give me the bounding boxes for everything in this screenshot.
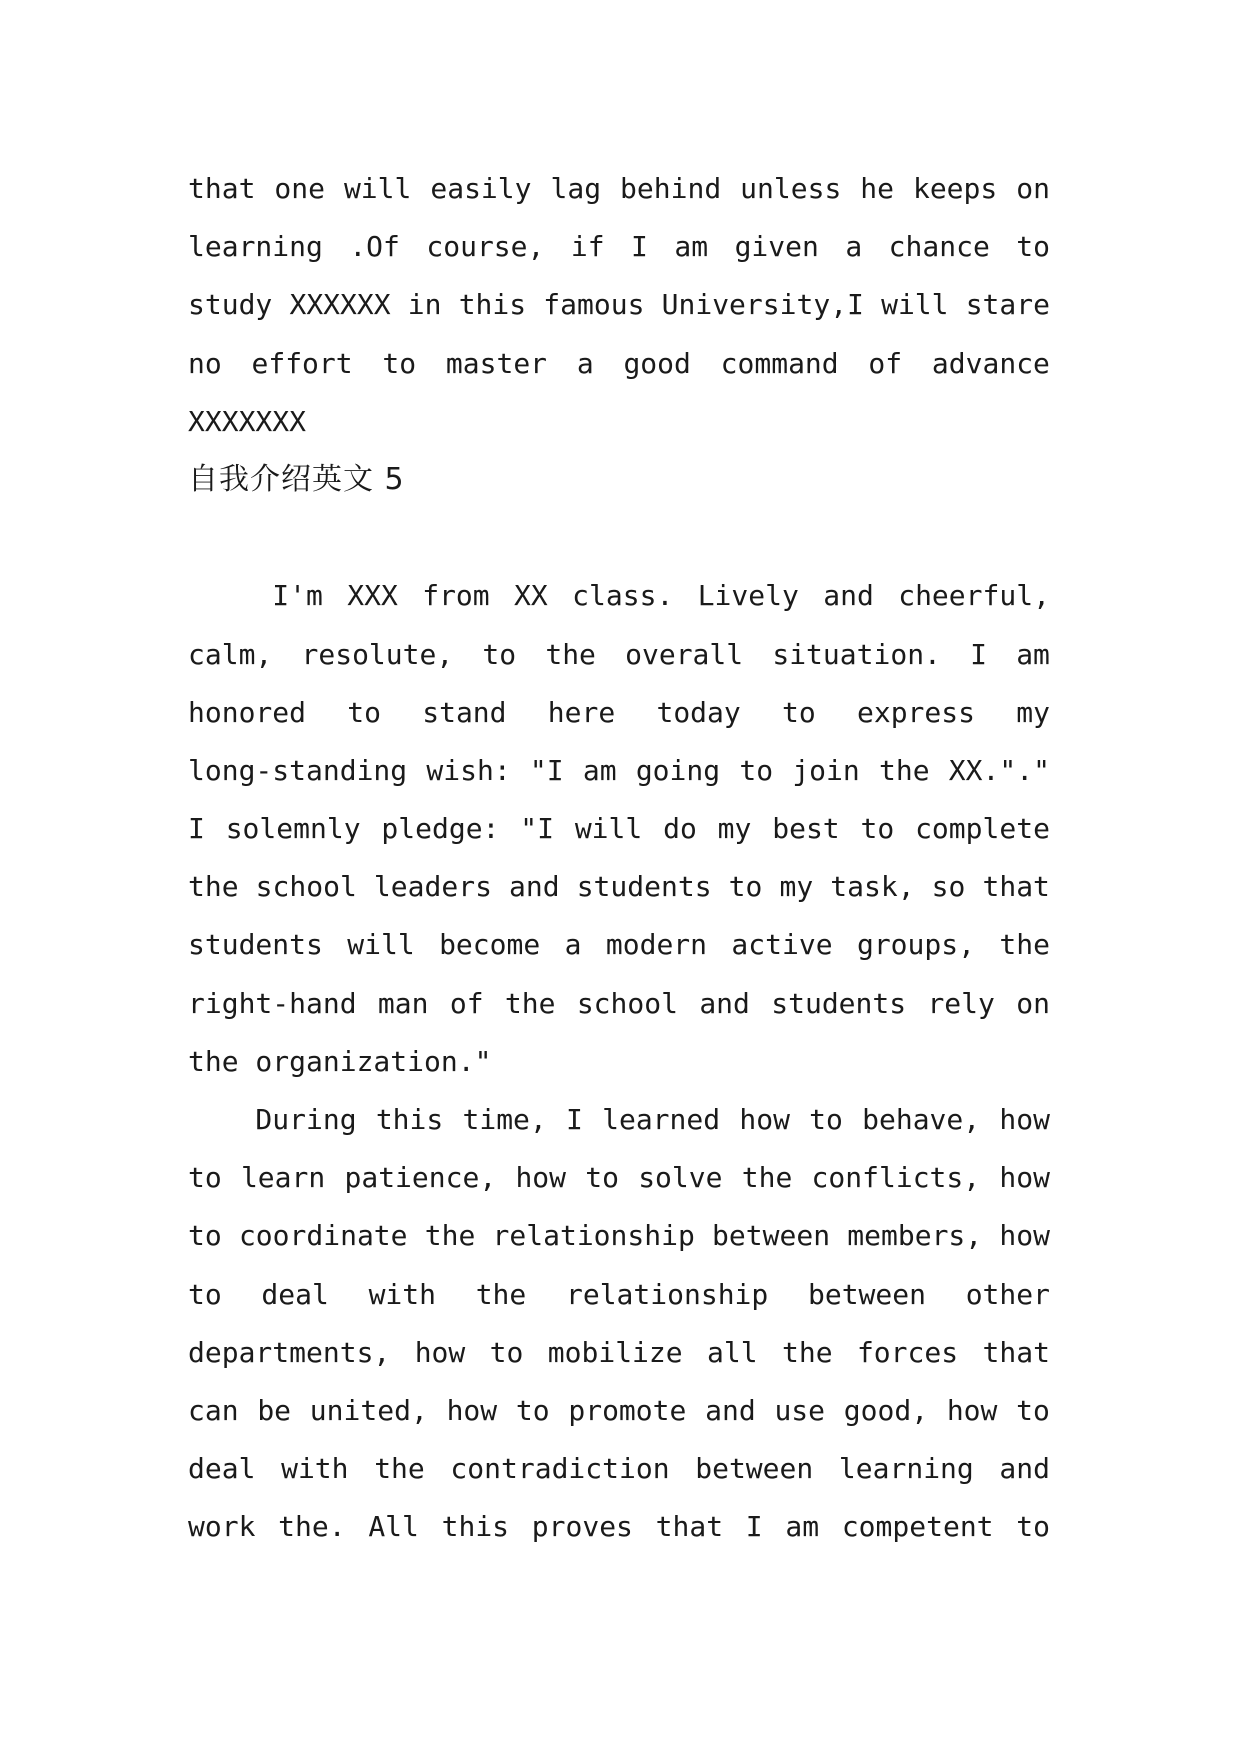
word: behave, [862, 1103, 981, 1136]
word: between [807, 1277, 926, 1311]
word: how [515, 1161, 567, 1195]
word: course, [426, 230, 545, 264]
text-line [188, 1207, 1050, 1265]
word: to [728, 870, 763, 904]
word: solve [638, 1161, 723, 1195]
word: to [1016, 1510, 1050, 1544]
word: members, [847, 1219, 983, 1253]
word: the. [278, 1510, 346, 1544]
word: given [734, 230, 819, 264]
word: a [845, 230, 863, 264]
word: to [188, 1161, 222, 1195]
word: advance [931, 346, 1050, 380]
word: am [582, 753, 617, 787]
word: to [188, 1277, 222, 1311]
text-line [188, 626, 1050, 684]
word: Lively [697, 579, 799, 613]
word: how [739, 1103, 790, 1136]
word: a [564, 928, 582, 962]
word: to [1016, 1393, 1050, 1427]
word: am [674, 230, 709, 264]
word: good [623, 346, 691, 380]
word: the [781, 1335, 833, 1369]
word: master [445, 346, 548, 380]
word: chance [888, 230, 990, 264]
word: mobilize [547, 1335, 683, 1369]
word: express [856, 695, 975, 729]
word: unless [740, 172, 842, 205]
word: to [188, 1219, 222, 1253]
word: wish: [426, 753, 511, 787]
word: pledge: [381, 812, 500, 846]
word: on [1016, 986, 1050, 1020]
text-line: XXXXXXX [188, 404, 307, 438]
word: I [970, 637, 987, 671]
word: with [368, 1277, 436, 1311]
word: calm, [188, 637, 273, 671]
text-line [188, 916, 1050, 974]
text-line [188, 858, 1050, 916]
text-line [188, 1091, 1050, 1149]
word: work [188, 1510, 256, 1544]
word: the [504, 986, 556, 1020]
word: competent [841, 1510, 994, 1544]
word: effort [251, 346, 353, 380]
word: stare [965, 288, 1050, 322]
text-line [188, 1266, 1050, 1324]
word: relationship [565, 1277, 769, 1311]
word: right-hand [188, 986, 357, 1020]
word: to [809, 1103, 843, 1136]
word: I'm [188, 579, 323, 613]
word: between [695, 1452, 814, 1486]
word: will [343, 172, 412, 205]
word: groups, [856, 928, 975, 962]
word: relationship [492, 1219, 695, 1253]
word: time, [462, 1103, 547, 1136]
word: use [774, 1393, 826, 1427]
word: to [489, 1335, 524, 1369]
word: the [424, 1219, 476, 1253]
word: going [635, 753, 721, 787]
word: promote [568, 1393, 687, 1427]
word: class. [572, 579, 674, 613]
word: from [422, 579, 490, 613]
word: study [188, 288, 273, 322]
word: "I [529, 753, 564, 787]
word: situation. [772, 637, 941, 671]
word: to [860, 812, 895, 846]
word: how [999, 1161, 1050, 1195]
word: keeps [912, 172, 998, 205]
word: the [878, 753, 930, 787]
word: do [663, 812, 697, 846]
word: easily [430, 172, 532, 205]
word: join [792, 753, 860, 787]
word: contradiction [450, 1452, 670, 1486]
word: other [965, 1277, 1050, 1311]
word: cheerful, [898, 579, 1050, 613]
paragraph-experience [188, 1091, 1050, 1557]
text-line [188, 1382, 1050, 1440]
word: and [823, 579, 874, 613]
word: I [745, 1510, 763, 1544]
word: learning [188, 230, 323, 264]
word: .Of [349, 230, 400, 264]
word: this [375, 1103, 444, 1136]
text-line [188, 567, 1050, 625]
word: and [509, 870, 560, 904]
text-line [188, 1440, 1050, 1498]
word: how [946, 1393, 998, 1427]
word: with [281, 1452, 349, 1486]
text-line [188, 335, 1050, 393]
document-body [188, 160, 1050, 1557]
word: command [720, 346, 839, 380]
word: coordinate [238, 1219, 408, 1253]
paragraph-continuation [188, 160, 1050, 451]
word: to [1016, 230, 1050, 264]
word: the [475, 1277, 527, 1311]
word: long-standing [188, 753, 408, 787]
word: one [274, 172, 325, 205]
word: complete [915, 812, 1050, 846]
word: the [741, 1161, 793, 1195]
word: proves [531, 1510, 633, 1544]
word: this [458, 288, 527, 322]
greeting-line [188, 509, 1050, 567]
text-line [188, 218, 1050, 276]
word: and [699, 986, 750, 1020]
word: conflicts, [811, 1161, 981, 1195]
word: that [188, 172, 256, 205]
text-line [188, 975, 1050, 1033]
word: am [785, 1510, 820, 1544]
text-line [188, 1149, 1050, 1207]
word: to [585, 1161, 619, 1195]
word: I [631, 230, 648, 264]
word: best [772, 812, 840, 846]
word: forces [856, 1335, 959, 1369]
word: no [188, 346, 222, 380]
word: school [576, 986, 678, 1020]
text-line [188, 160, 1050, 218]
word: task, [830, 870, 915, 904]
word: the [374, 1452, 425, 1486]
word: learning [838, 1452, 974, 1486]
word: During [188, 1103, 357, 1136]
word: the [188, 870, 239, 904]
word: my [1016, 695, 1050, 729]
word: University,I [661, 288, 864, 322]
word: rely [927, 986, 995, 1020]
word: how [999, 1103, 1050, 1136]
word: will [574, 812, 643, 846]
word: resolute, [301, 637, 454, 671]
word: behind [620, 172, 722, 205]
word: a [576, 346, 594, 380]
word: so [931, 870, 966, 904]
word: famous [543, 288, 645, 322]
word: how [999, 1219, 1050, 1253]
word: XXXXXX [289, 288, 391, 322]
word: man [377, 986, 429, 1020]
word: that [982, 1335, 1050, 1369]
word: All [368, 1510, 419, 1544]
word: modern [605, 928, 708, 962]
word: and [705, 1393, 756, 1427]
word: my [717, 812, 752, 846]
word: stand [422, 695, 507, 729]
word: "I [520, 812, 554, 846]
word: students [576, 870, 712, 904]
word: school [255, 870, 357, 904]
text-line [188, 800, 1050, 858]
word: of [449, 986, 484, 1020]
word: to [482, 637, 517, 671]
word: today [656, 695, 741, 729]
word: to [382, 346, 417, 380]
word: XX."." [948, 753, 1050, 787]
word: united, [309, 1393, 428, 1427]
word: students [188, 928, 323, 962]
word: I [566, 1103, 583, 1136]
word: I [188, 812, 205, 846]
text-line [188, 742, 1050, 800]
word: overall [625, 637, 744, 671]
text-line [188, 1324, 1050, 1382]
word: to [782, 695, 816, 729]
word: learn [240, 1161, 326, 1195]
text-line [188, 684, 1050, 742]
text-line: the organization." [188, 1044, 492, 1078]
word: how [414, 1335, 466, 1369]
word: if [570, 230, 605, 264]
word: in [407, 288, 442, 322]
word: learned [602, 1103, 721, 1136]
word: honored [188, 695, 307, 729]
text-line [188, 276, 1050, 334]
word: this [441, 1510, 510, 1544]
word: will [881, 288, 949, 322]
word: good, [843, 1393, 929, 1427]
word: deal [261, 1277, 329, 1311]
word: to [515, 1393, 550, 1427]
word: here [547, 695, 616, 729]
word: become [439, 928, 541, 962]
word: the [999, 928, 1050, 962]
word: leaders [373, 870, 492, 904]
word: the [545, 637, 596, 671]
word: between [712, 1219, 831, 1253]
word: to [739, 753, 774, 787]
word: XX [514, 579, 548, 613]
word: students [771, 986, 907, 1020]
word: to [347, 695, 381, 729]
word: all [707, 1335, 758, 1369]
word: will [347, 928, 415, 962]
word: how [446, 1393, 498, 1427]
word: that [655, 1510, 724, 1544]
word: XXX [347, 579, 398, 613]
word: on [1016, 172, 1050, 205]
word: patience, [344, 1161, 497, 1195]
word: my [779, 870, 814, 904]
word: solemnly [225, 812, 361, 846]
word: lag [550, 172, 602, 205]
word: be [257, 1393, 292, 1427]
word: active [731, 928, 833, 962]
word: of [868, 346, 903, 380]
text-line [188, 1498, 1050, 1556]
word: he [860, 172, 894, 205]
word: am [1016, 637, 1050, 671]
word: that [982, 870, 1050, 904]
section-heading: 自我介绍英文 5 [188, 461, 405, 497]
word: and [999, 1452, 1050, 1486]
word: can [188, 1393, 239, 1427]
word: deal [188, 1452, 256, 1486]
word: departments, [188, 1335, 391, 1369]
paragraph-introduction [188, 567, 1050, 1091]
